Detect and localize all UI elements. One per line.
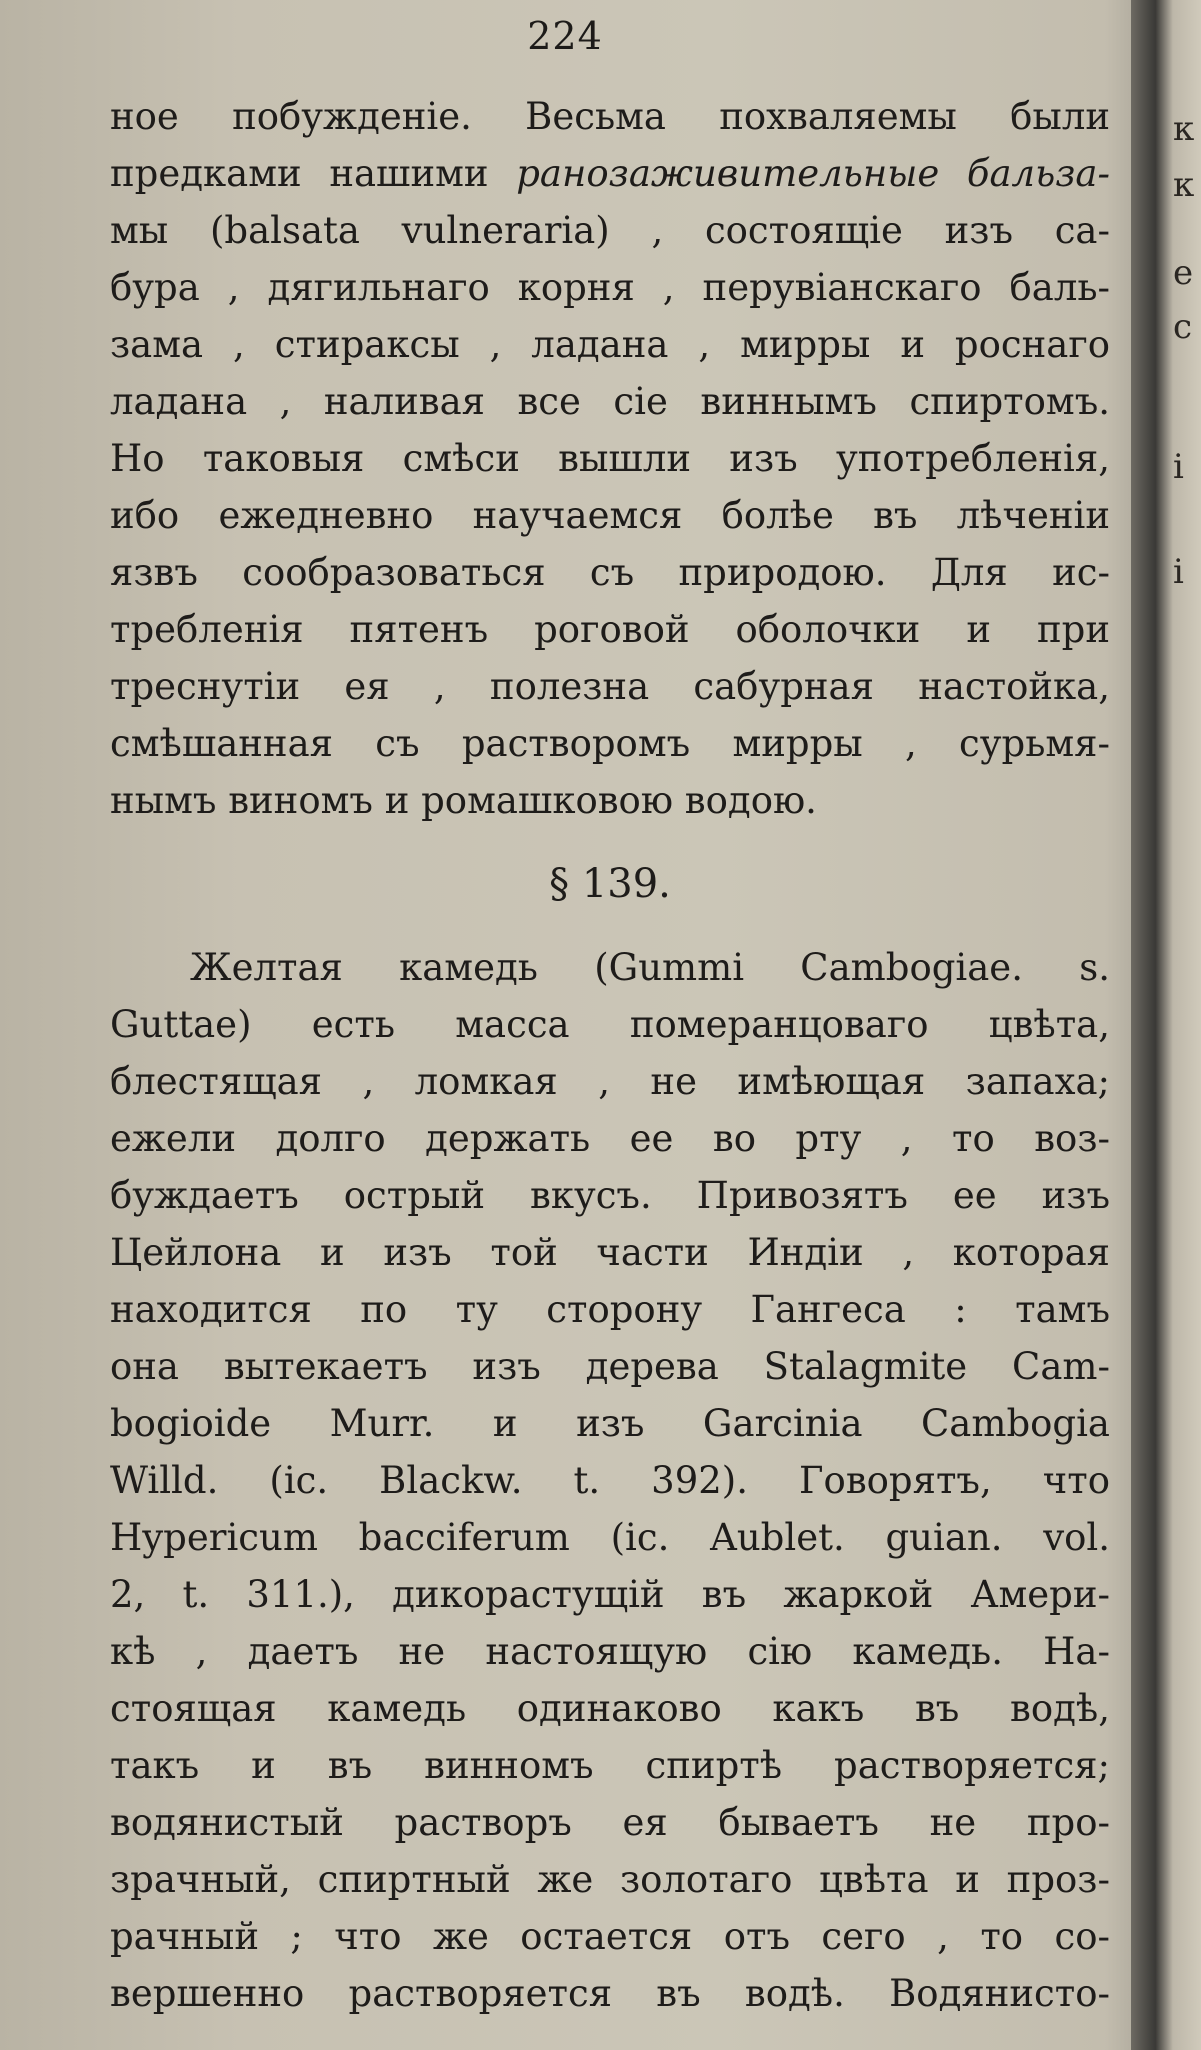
text-line: треснутіи ея , полезна сабурная настойка,: [110, 665, 1110, 708]
bleed-letter: к: [1173, 109, 1195, 149]
italic-term: ранозаживительные бальза-: [516, 152, 1110, 195]
text-line: ибо ежедневно научаемся болѣе въ лѣченіи: [110, 494, 1110, 537]
text-line: находится по ту сторону Гангеса : тамъ: [110, 1288, 1110, 1331]
page-number: 224: [527, 14, 603, 58]
text-line: кѣ , даетъ не настоящую сію камедь. На-: [110, 1630, 1110, 1673]
text-line: требленія пятенъ роговой оболочки и при: [110, 608, 1110, 651]
text-line: бура , дягильнаго корня , перувіанскаго баль-: [110, 266, 1110, 309]
text-line-start: предками нашими: [110, 152, 517, 195]
text-line: Hypericum bacciferum (ic. Aublet. guian. vol.: [110, 1516, 1110, 1559]
text-line: Но таковыя смѣси вышли изъ употребленія,: [110, 437, 1110, 480]
text-line: bogioide Murr. и изъ Garcinia Cambogia: [110, 1402, 1110, 1445]
text-line: язвъ сообразоваться съ природою. Для ис-: [110, 551, 1110, 594]
text-line: ежели долго держать ее во рту , то воз-: [110, 1117, 1110, 1160]
text-line: смѣшанная съ растворомъ мирры , сурьмя-: [110, 722, 1110, 765]
text-line: ладана , наливая все сіе виннымъ спиртомъ.: [110, 380, 1110, 423]
text-line: вершенно растворяется въ водѣ. Водянисто-: [110, 1972, 1110, 2015]
text-line: мы (balsata vulneraria) , состоящіе изъ са-: [110, 209, 1110, 252]
bleed-letter: і: [1173, 447, 1184, 487]
text-line: зрачный, спиртный же золотаго цвѣта и проз-: [110, 1858, 1110, 1901]
bleed-letter: к: [1173, 165, 1195, 205]
text-line: Желтая камедь (Gummi Cambogiae. s.: [190, 946, 1110, 989]
text-line: буждаетъ острый вкусъ. Привозятъ ее изъ: [110, 1174, 1110, 1217]
section-heading: § 139.: [549, 861, 671, 907]
text-line: Цейлона и изъ той части Индіи , которая: [110, 1231, 1110, 1274]
text-line: такъ и въ винномъ спиртѣ растворяется;: [110, 1744, 1110, 1787]
paragraph-1: [110, 88, 1110, 2022]
text-line: зама , стиракcы , ладана , мирры и роснаго: [110, 323, 1110, 366]
text-line: нымъ виномъ и ромашковою водою.: [110, 779, 817, 822]
text-line: блестящая , ломкая , не имѣющая запаха;: [110, 1060, 1110, 1103]
text-line: [110, 145, 1110, 202]
text-line: 2, t. 311.), дикорастущій въ жаркой Амери-: [110, 1573, 1110, 1616]
text-line: рачный ; что же остается отъ сего , то со-: [110, 1915, 1110, 1958]
text-line: стоящая камедь одинаково какъ въ водѣ,: [110, 1687, 1110, 1730]
bleed-letter: і: [1173, 552, 1184, 592]
text-line: она вытекаетъ изъ дерева Stalagmite Cam-: [110, 1345, 1110, 1388]
bleed-letter: е: [1173, 253, 1194, 293]
text-line: водянистый растворъ ея бываетъ не про-: [110, 1801, 1110, 1844]
text-line: Guttae) есть масса померанцоваго цвѣта,: [110, 1003, 1110, 1046]
bleed-letter: с: [1173, 307, 1193, 347]
text-line: Willd. (ic. Blackw. t. 392). Говорятъ, что: [110, 1459, 1110, 1502]
text-line: ное побужденіе. Весьма похваляемы были: [110, 95, 1110, 138]
